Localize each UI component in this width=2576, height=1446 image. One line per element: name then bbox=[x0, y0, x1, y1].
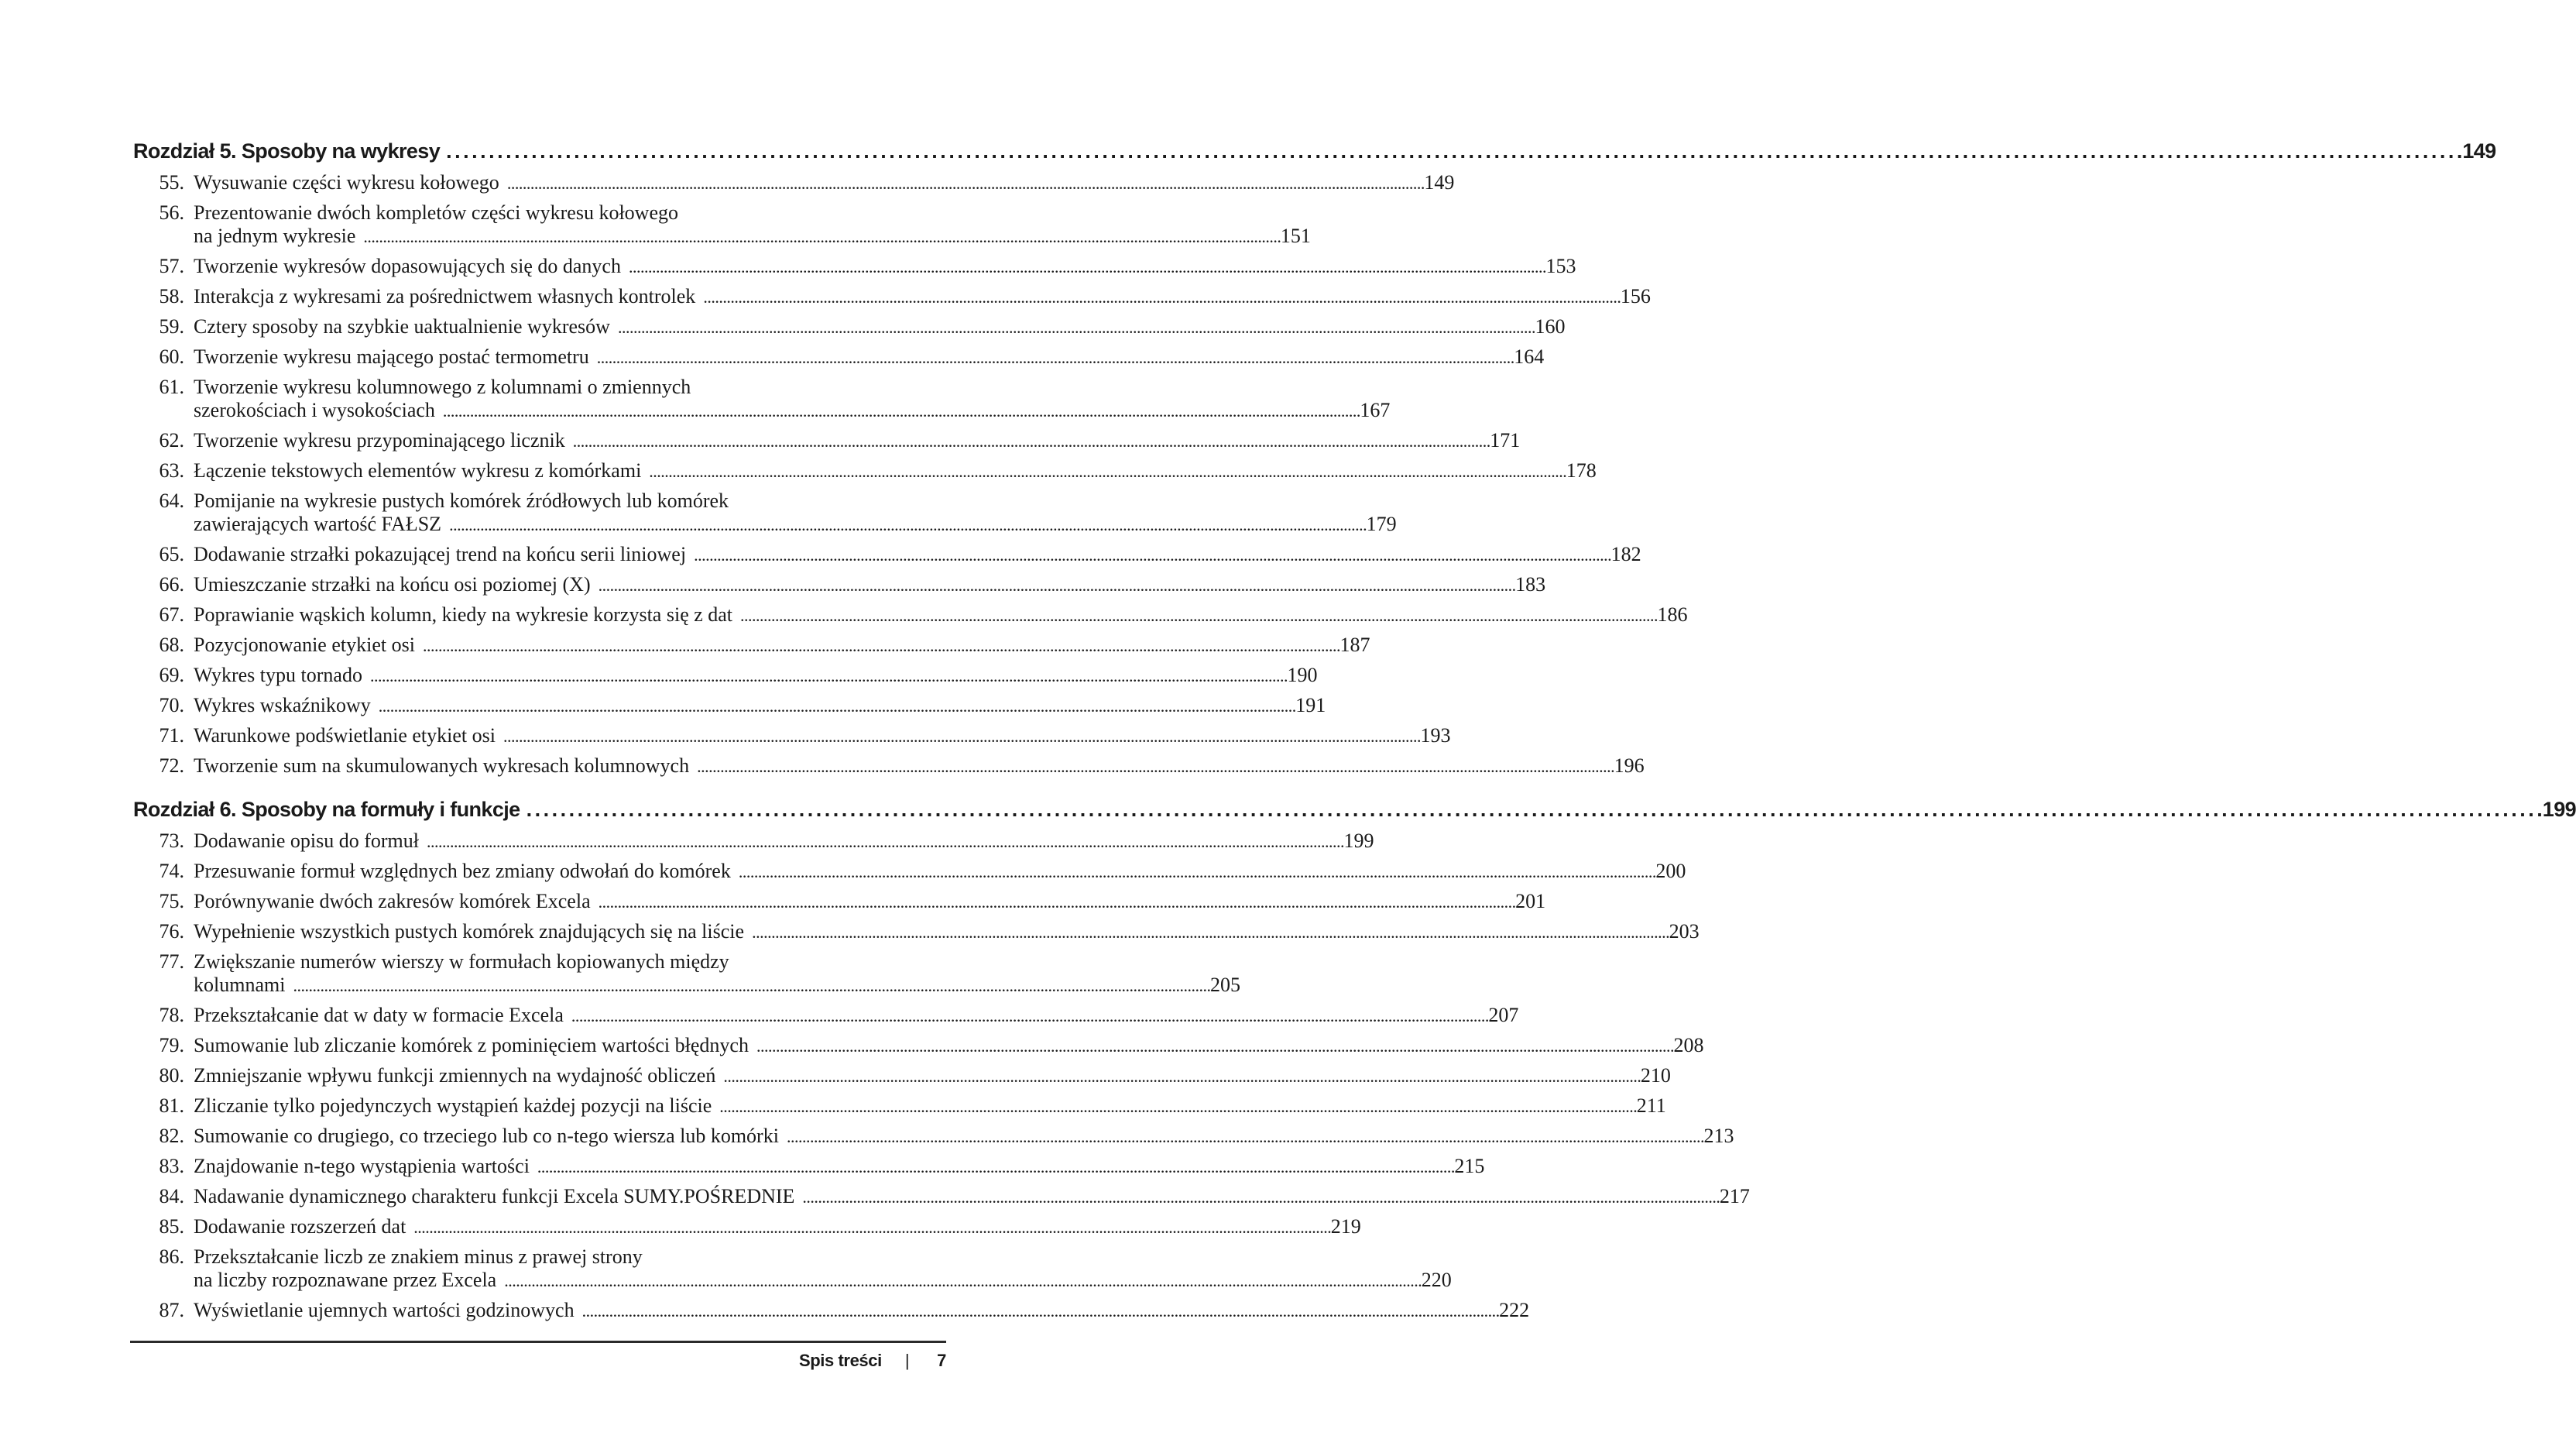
entry-page-number: 190 bbox=[1287, 664, 1318, 686]
entry-number: 77. bbox=[159, 950, 184, 973]
dot-leader bbox=[719, 1094, 1635, 1118]
entry-title: Przekształcanie dat w daty w formacie Excela bbox=[194, 1004, 564, 1026]
entry-page-number: 191 bbox=[1295, 694, 1326, 716]
entry-page-number: 182 bbox=[1610, 543, 1641, 565]
toc-entry bbox=[133, 1297, 1530, 1327]
entry-page-number: 205 bbox=[1209, 974, 1240, 996]
toc-entry bbox=[133, 888, 1546, 918]
entry-title: Tworzenie wykresów dopasowujących się do danych bbox=[194, 255, 621, 277]
dot-leader bbox=[597, 345, 1513, 369]
entry-page-number: 208 bbox=[1673, 1034, 1704, 1056]
entry-page-number: 203 bbox=[1669, 920, 1700, 943]
chapter-heading bbox=[133, 139, 2496, 169]
entry-title: Dodawanie opisu do formuł bbox=[194, 829, 420, 852]
toc-entry bbox=[133, 1001, 1519, 1032]
toc-entry bbox=[133, 1032, 1704, 1062]
entry-title: Wyświetlanie ujemnych wartości godzinowych bbox=[194, 1299, 575, 1321]
entry-title: Zmniejszanie wpływu funkcji zmiennych na wydajność obliczeń bbox=[194, 1064, 716, 1087]
entry-title: na jednym wykresie bbox=[194, 225, 356, 247]
dot-leader bbox=[503, 724, 1419, 748]
page-footer bbox=[799, 1351, 946, 1371]
entry-title-first-line: Tworzenie wykresu kolumnowego z kolumnami o zmiennych bbox=[194, 376, 691, 398]
entry-number: 68. bbox=[159, 634, 184, 656]
entry-title: Dodawanie rozszerzeń dat bbox=[194, 1215, 406, 1238]
entry-number: 58. bbox=[159, 285, 184, 307]
entry-number: 72. bbox=[159, 754, 184, 777]
toc-entry bbox=[133, 252, 1576, 283]
entry-title: zawierających wartość FAŁSZ bbox=[194, 513, 442, 535]
entry-title-first-line: Pomijanie na wykresie pustych komórek źródłowych lub komórek bbox=[194, 489, 729, 512]
toc-entry bbox=[133, 487, 1397, 541]
toc-entry bbox=[133, 373, 1391, 427]
toc-entry bbox=[133, 169, 1455, 199]
entry-page-number: 213 bbox=[1703, 1125, 1734, 1147]
dot-leader bbox=[740, 603, 1656, 627]
entry-title: Nadawanie dynamicznego charakteru funkcji Excela SUMY.POŚREDNIE bbox=[194, 1185, 795, 1207]
entry-page-number: 160 bbox=[1535, 315, 1566, 338]
dot-leader bbox=[802, 1185, 1718, 1209]
entry-page-number: 220 bbox=[1421, 1269, 1452, 1291]
entry-page-number: 215 bbox=[1454, 1155, 1485, 1177]
dot-leader bbox=[629, 255, 1545, 279]
entry-page-number: 167 bbox=[1360, 399, 1391, 421]
entry-number: 75. bbox=[159, 890, 184, 912]
dot-leader bbox=[599, 573, 1514, 597]
dot-leader bbox=[582, 1299, 1498, 1323]
toc-entry bbox=[133, 343, 1545, 373]
toc-entry bbox=[133, 1092, 1666, 1122]
entry-number: 70. bbox=[159, 694, 184, 716]
dot-leader bbox=[293, 974, 1209, 998]
toc-entry bbox=[133, 661, 1318, 692]
dot-leader bbox=[599, 890, 1514, 914]
entry-page-number: 186 bbox=[1657, 603, 1688, 626]
entry-title-first-line: Przekształcanie liczb ze znakiem minus z prawej strony bbox=[194, 1245, 643, 1268]
entry-number: 60. bbox=[159, 345, 184, 368]
entry-title: na liczby rozpoznawane przez Excela bbox=[194, 1269, 497, 1291]
dot-leader bbox=[446, 139, 2461, 163]
entry-number: 74. bbox=[159, 860, 184, 882]
toc-entry bbox=[133, 1213, 1361, 1243]
entry-number: 73. bbox=[159, 829, 184, 852]
dot-leader bbox=[379, 694, 1295, 718]
chapter-page-number: 199 bbox=[2542, 798, 2576, 821]
toc-entry bbox=[133, 427, 1521, 457]
entry-number: 57. bbox=[159, 255, 184, 277]
entry-page-number: 151 bbox=[1280, 225, 1311, 247]
entry-title: Sumowanie lub zliczanie komórek z pominięciem wartości błędnych bbox=[194, 1034, 749, 1056]
toc-entry bbox=[133, 918, 1700, 948]
entry-number: 85. bbox=[159, 1215, 184, 1238]
chapter-heading bbox=[133, 798, 2576, 827]
entry-page-number: 156 bbox=[1620, 285, 1651, 307]
entry-title: Cztery sposoby na szybkie uaktualnienie wykresów bbox=[194, 315, 610, 338]
entry-title: Interakcja z wykresami za pośrednictwem własnych kontrolek bbox=[194, 285, 696, 307]
entry-page-number: 183 bbox=[1515, 573, 1546, 596]
entry-page-number: 211 bbox=[1636, 1094, 1666, 1117]
entry-title: Tworzenie wykresu przypominającego licznik bbox=[194, 429, 565, 452]
entry-title: Porównywanie dwóch zakresów komórek Excela bbox=[194, 890, 591, 912]
entry-page-number: 199 bbox=[1343, 829, 1374, 852]
entry-page-number: 196 bbox=[1614, 754, 1645, 777]
entry-number: 81. bbox=[159, 1094, 184, 1117]
toc-entry bbox=[133, 199, 1311, 252]
toc-entry bbox=[133, 1243, 1452, 1297]
entry-title: Pozycjonowanie etykiet osi bbox=[194, 634, 415, 656]
entry-title: kolumnami bbox=[194, 974, 286, 996]
entry-number: 71. bbox=[159, 724, 184, 747]
entry-title: Sumowanie co drugiego, co trzeciego lub co n-tego wiersza lub komórki bbox=[194, 1125, 779, 1147]
chapter-page-number: 149 bbox=[2462, 139, 2496, 163]
entry-page-number: 179 bbox=[1366, 513, 1397, 535]
entry-title: Łączenie tekstowych elementów wykresu z komórkami bbox=[194, 459, 642, 482]
toc-entry bbox=[133, 571, 1546, 601]
entry-number: 56. bbox=[159, 201, 184, 224]
entry-title: Wykres wskaźnikowy bbox=[194, 694, 371, 716]
toc-entry bbox=[133, 752, 1645, 782]
entry-number: 80. bbox=[159, 1064, 184, 1087]
toc-entry bbox=[133, 722, 1451, 752]
dot-leader bbox=[723, 1064, 1639, 1088]
footer-page-number: 7 bbox=[937, 1351, 946, 1370]
toc-entry bbox=[133, 457, 1597, 487]
toc-entry bbox=[133, 692, 1326, 722]
entry-title: Przesuwanie formuł względnych bez zmiany odwołań do komórek bbox=[194, 860, 731, 882]
dot-leader bbox=[649, 459, 1565, 483]
entry-title: Warunkowe podświetlanie etykiet osi bbox=[194, 724, 496, 747]
entry-title: Dodawanie strzałki pokazującej trend na końcu serii liniowej bbox=[194, 543, 687, 565]
chapter-title: Rozdział 6. Sposoby na formuły i funkcje bbox=[133, 798, 520, 821]
entry-number: 82. bbox=[159, 1125, 184, 1147]
entry-page-number: 201 bbox=[1515, 890, 1546, 912]
toc-entry bbox=[133, 1183, 1750, 1213]
toc-entry bbox=[133, 283, 1651, 313]
entry-page-number: 164 bbox=[1514, 345, 1545, 368]
entry-page-number: 153 bbox=[1545, 255, 1576, 277]
entry-number: 65. bbox=[159, 543, 184, 565]
entry-number: 64. bbox=[159, 489, 184, 512]
entry-title: Znajdowanie n-tego wystąpienia wartości bbox=[194, 1155, 530, 1177]
dot-leader bbox=[443, 399, 1359, 423]
dot-leader bbox=[571, 1004, 1487, 1028]
entry-number: 78. bbox=[159, 1004, 184, 1026]
dot-leader bbox=[787, 1125, 1703, 1149]
entry-page-number: 178 bbox=[1566, 459, 1597, 482]
dot-leader bbox=[697, 754, 1613, 778]
entry-page-number: 217 bbox=[1719, 1185, 1750, 1207]
dot-leader bbox=[449, 513, 1365, 537]
entry-number: 87. bbox=[159, 1299, 184, 1321]
entry-page-number: 171 bbox=[1490, 429, 1521, 452]
toc-entry bbox=[133, 1152, 1485, 1183]
dot-leader bbox=[507, 171, 1423, 195]
entry-number: 63. bbox=[159, 459, 184, 482]
dot-leader bbox=[363, 225, 1279, 249]
dot-leader bbox=[537, 1155, 1453, 1179]
dot-leader bbox=[739, 860, 1655, 884]
entry-title: Wypełnienie wszystkich pustych komórek znajdujących się na liście bbox=[194, 920, 745, 943]
dot-leader bbox=[756, 1034, 1672, 1058]
entry-page-number: 207 bbox=[1488, 1004, 1519, 1026]
entry-number: 79. bbox=[159, 1034, 184, 1056]
entry-number: 84. bbox=[159, 1185, 184, 1207]
entry-number: 86. bbox=[159, 1245, 184, 1268]
toc-entry bbox=[133, 601, 1688, 631]
dot-leader bbox=[423, 634, 1339, 658]
dot-leader bbox=[752, 920, 1668, 944]
entry-title-first-line: Zwiększanie numerów wierszy w formułach kopiowanych między bbox=[194, 950, 729, 973]
entry-title: Poprawianie wąskich kolumn, kiedy na wykresie korzysta się z dat bbox=[194, 603, 733, 626]
entry-number: 61. bbox=[159, 376, 184, 398]
footer-section-title: Spis treści bbox=[798, 1351, 882, 1370]
dot-leader bbox=[703, 285, 1619, 309]
toc-entry bbox=[133, 948, 1240, 1001]
toc-entry bbox=[133, 541, 1641, 571]
entry-page-number: 200 bbox=[1655, 860, 1686, 882]
entry-title: Umieszczanie strzałki na końcu osi poziomej (X) bbox=[194, 573, 591, 596]
toc-entry bbox=[133, 827, 1374, 857]
toc-entry bbox=[133, 1122, 1734, 1152]
toc-entry bbox=[133, 631, 1370, 661]
dot-leader bbox=[427, 829, 1343, 854]
chapter-title: Rozdział 5. Sposoby na wykresy bbox=[133, 139, 441, 163]
entry-page-number: 193 bbox=[1420, 724, 1451, 747]
dot-leader bbox=[370, 664, 1286, 688]
footer-separator: | bbox=[904, 1351, 910, 1370]
dot-leader bbox=[618, 315, 1534, 339]
entry-title: szerokościach i wysokościach bbox=[194, 399, 435, 421]
footer-rule bbox=[130, 1341, 946, 1343]
toc-entry bbox=[133, 1062, 1671, 1092]
entry-title: Wysuwanie części wykresu kołowego bbox=[194, 171, 499, 194]
entry-title-first-line: Prezentowanie dwóch kompletów części wykresu kołowego bbox=[194, 201, 678, 224]
toc-entry bbox=[133, 313, 1566, 343]
entry-number: 67. bbox=[159, 603, 184, 626]
entry-number: 55. bbox=[159, 171, 184, 194]
toc-entry bbox=[133, 857, 1686, 888]
dot-leader bbox=[573, 429, 1489, 453]
table-of-contents bbox=[133, 139, 2576, 1327]
entry-page-number: 149 bbox=[1424, 171, 1455, 194]
entry-title: Tworzenie sum na skumulowanych wykresach kolumnowych bbox=[194, 754, 690, 777]
entry-page-number: 219 bbox=[1330, 1215, 1361, 1238]
entry-number: 83. bbox=[159, 1155, 184, 1177]
dot-leader bbox=[504, 1269, 1420, 1293]
entry-title: Wykres typu tornado bbox=[194, 664, 362, 686]
entry-title: Tworzenie wykresu mającego postać termometru bbox=[194, 345, 589, 368]
entry-page-number: 210 bbox=[1640, 1064, 1671, 1087]
entry-page-number: 222 bbox=[1499, 1299, 1530, 1321]
entry-page-number: 187 bbox=[1339, 634, 1370, 656]
entry-number: 66. bbox=[159, 573, 184, 596]
entry-title: Zliczanie tylko pojedynczych wystąpień każdej pozycji na liście bbox=[194, 1094, 712, 1117]
dot-leader bbox=[527, 798, 2541, 822]
entry-number: 62. bbox=[159, 429, 184, 452]
entry-number: 76. bbox=[159, 920, 184, 943]
entry-number: 69. bbox=[159, 664, 184, 686]
dot-leader bbox=[413, 1215, 1329, 1239]
entry-number: 59. bbox=[159, 315, 184, 338]
dot-leader bbox=[694, 543, 1610, 567]
